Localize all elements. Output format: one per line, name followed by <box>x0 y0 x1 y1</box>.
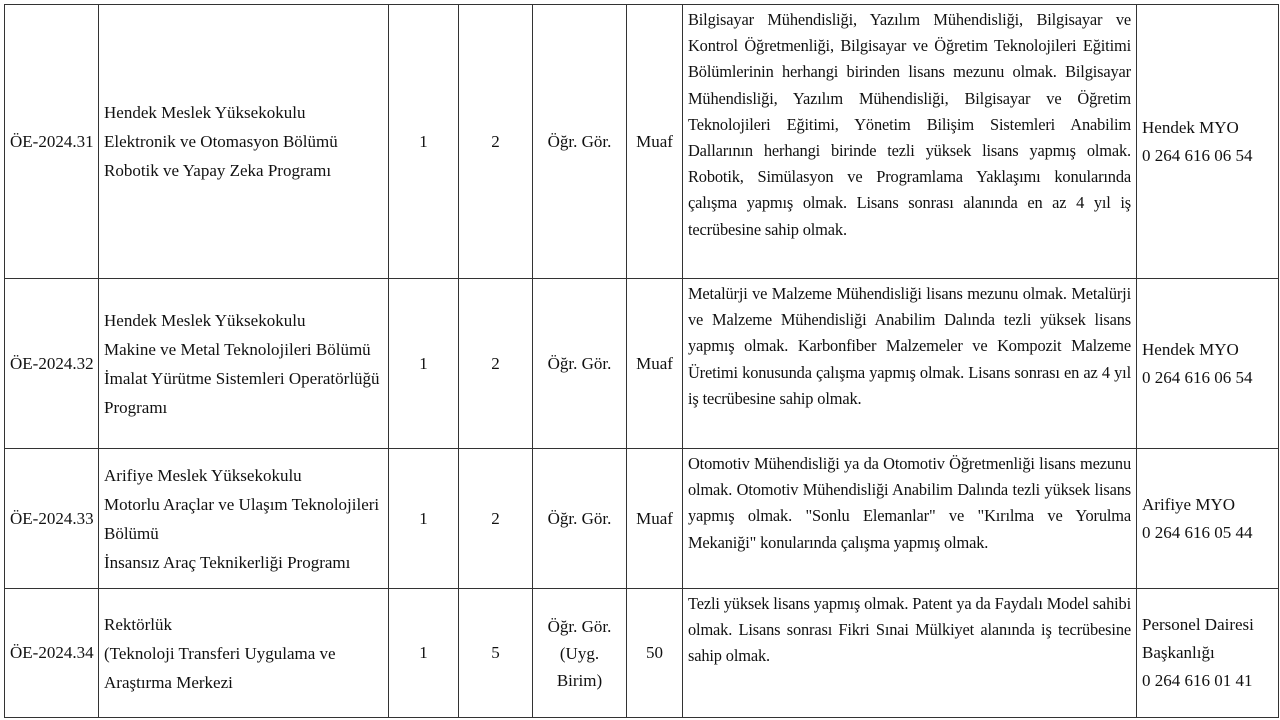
contact-line: Hendek MYO <box>1142 117 1239 137</box>
title-line: Öğr. Gör. <box>547 132 612 151</box>
contact-line: 0 264 616 06 54 <box>1142 367 1253 387</box>
requirements-text: Bilgisayar Mühendisliği, Yazılım Mühendisliği, Bilgisayar ve Kontrol Öğretmenliği, Bilgisayar ve Öğretim Teknolojileri Eğitimi Bölümlerinin herhangi birinden lisans mezunu olmak. Bilgisayar Mühendisliği, Yazılım Mühendisliği, Bilgisayar ve Öğretim Teknolojileri Eğitimi, Yönetim Bilişim Sistemleri Anabilim Dallarının herhangi birinde tezli yüksek lisans yapmış olmak. Robotik, Simülasyon ve Programlama Yaklaşımı konularında çalışma yapmış olmak. Lisans sonrası alanında en az 4 yıl iş tecrübesine sahip olmak. <box>683 5 1137 279</box>
requirements-text: Otomotiv Mühendisliği ya da Otomotiv Öğretmenliği lisans mezunu olmak. Otomotiv Mühendisliği Anabilim Dalında tezli yüksek lisans yapmış olmak. "Sonlu Elemanlar" ve "Kırılma ve Yorulma Mekaniği" konularında çalışma yapmış olmak. <box>683 449 1137 589</box>
contact-cell <box>1137 589 1279 718</box>
title-line: Öğr. Gör. <box>547 616 612 636</box>
requirements-text: Metalürji ve Malzeme Mühendisliği lisans mezunu olmak. Metalürji ve Malzeme Mühendisliği Anabilim Dalında tezli yüksek lisans yapmış olmak. Karbonfiber Malzemeler ve Kompozit Malzeme Üretimi konusunda çalışma yapmış olmak. Lisans sonrası en az 4 yıl iş tecrübesine sahip olmak. <box>683 279 1137 449</box>
unit-cell <box>99 449 389 589</box>
unit-line: (Teknoloji Transferi Uygulama ve <box>104 643 336 663</box>
unit-line: Elektronik ve Otomasyon Bölümü <box>104 132 338 151</box>
unit-line: Robotik ve Yapay Zeka Programı <box>104 161 332 180</box>
position-code: ÖE-2024.32 <box>5 279 99 449</box>
exam-score: Muaf <box>627 5 683 279</box>
position-count: 1 <box>389 449 459 589</box>
unit-cell <box>99 5 389 279</box>
contact-line: 0 264 616 06 54 <box>1142 145 1253 165</box>
unit-line: İmalat Yürütme Sistemleri Operatörlüğü <box>104 368 380 388</box>
exam-score: 50 <box>627 589 683 718</box>
title-line: Öğr. Gör. <box>547 354 612 373</box>
unit-line: Arifiye Meslek Yüksekokulu <box>104 465 302 485</box>
contact-line: 0 264 616 05 44 <box>1142 522 1253 542</box>
contact-line: Hendek MYO <box>1142 339 1239 359</box>
table-body <box>5 5 1279 718</box>
unit-line: Rektörlük <box>104 614 172 634</box>
unit-line: İnsansız Araç Teknikerliği Programı <box>104 552 351 572</box>
position-degree: 2 <box>459 5 533 279</box>
contact-line: Arifiye MYO <box>1142 494 1236 514</box>
contact-line: Personel Dairesi <box>1142 615 1254 634</box>
unit-line: Motorlu Araçlar ve Ulaşım Teknolojileri <box>104 494 380 514</box>
contact-cell <box>1137 5 1279 279</box>
unit-line: Programı <box>104 397 168 417</box>
unit-line: Hendek Meslek Yüksekokulu <box>104 310 306 330</box>
position-code: ÖE-2024.31 <box>5 5 99 279</box>
title-line: Öğr. Gör. <box>547 509 612 528</box>
table-row <box>5 589 1279 718</box>
unit-line: Bölümü <box>104 523 159 543</box>
contact-line: Başkanlığı <box>1142 643 1215 662</box>
position-degree: 2 <box>459 449 533 589</box>
unit-line: Makine ve Metal Teknolojileri Bölümü <box>104 339 371 359</box>
contact-cell <box>1137 279 1279 449</box>
position-code: ÖE-2024.34 <box>5 589 99 718</box>
table-row <box>5 449 1279 589</box>
unit-cell <box>99 279 389 449</box>
contact-cell <box>1137 449 1279 589</box>
position-degree: 5 <box>459 589 533 718</box>
position-degree: 2 <box>459 279 533 449</box>
title-line: Birim) <box>556 670 603 690</box>
contact-line: 0 264 616 01 41 <box>1142 671 1253 690</box>
positions-table <box>4 4 1279 718</box>
exam-score: Muaf <box>627 449 683 589</box>
position-title <box>533 5 627 279</box>
table-row <box>5 279 1279 449</box>
position-count: 1 <box>389 589 459 718</box>
requirements-text: Tezli yüksek lisans yapmış olmak. Patent ya da Faydalı Model sahibi olmak. Lisans sonrası Fikri Sınai Mülkiyet alanında iş tecrübesine sahip olmak. <box>683 589 1137 718</box>
position-count: 1 <box>389 279 459 449</box>
unit-line: Hendek Meslek Yüksekokulu <box>104 103 306 122</box>
title-line: (Uyg. <box>559 643 600 663</box>
exam-score: Muaf <box>627 279 683 449</box>
position-code: ÖE-2024.33 <box>5 449 99 589</box>
position-title <box>533 279 627 449</box>
unit-cell <box>99 589 389 718</box>
table-row <box>5 5 1279 279</box>
position-title <box>533 589 627 718</box>
position-title <box>533 449 627 589</box>
position-count: 1 <box>389 5 459 279</box>
unit-line: Araştırma Merkezi <box>104 672 233 692</box>
